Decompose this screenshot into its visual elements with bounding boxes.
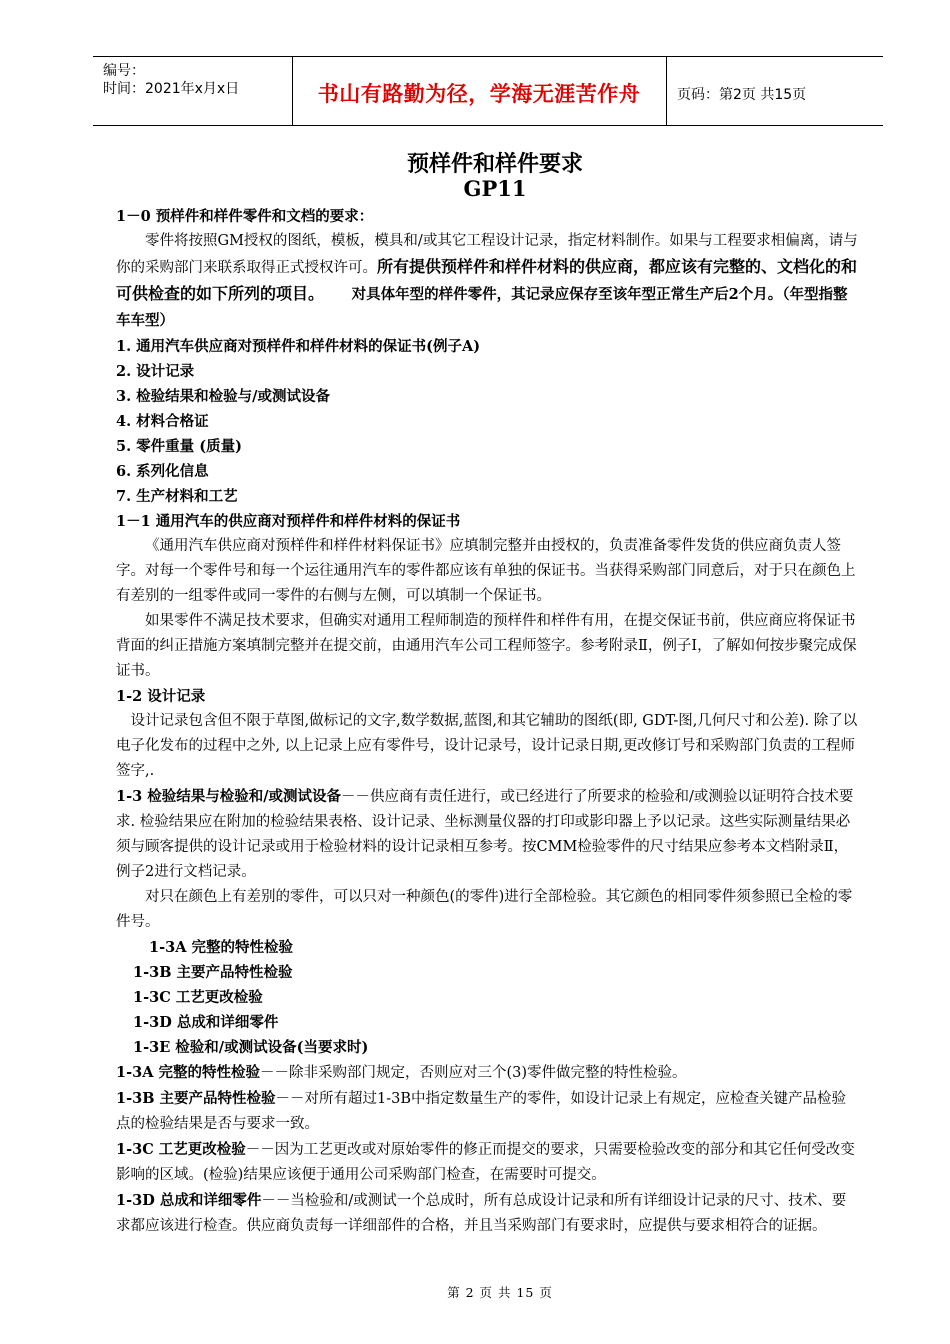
section-1-3c-label: 1-3C 工艺更改检验 xyxy=(116,1141,246,1158)
section-1-3-paragraph-2: 对只在颜色上有差别的零件，可以只对一种颜色(的零件)进行全部检验。其它颜色的相同零件须参照已全检的零件号。 xyxy=(116,889,853,930)
list-item: 4. 材料合格证 xyxy=(116,413,209,430)
list-item: 2. 设计记录 xyxy=(116,363,195,380)
page-footer: 第 2 页 共 15 页 xyxy=(447,1285,553,1300)
section-1-3a-paragraph xyxy=(116,1060,858,1086)
section-1-3d-label: 1-3D 总成和详细零件 xyxy=(116,1192,262,1209)
serial-label: 编号： xyxy=(103,63,145,79)
section-1-2-heading: 1-2 设计记录 xyxy=(116,688,206,705)
header-page-info: 页码：第2页 共15页 xyxy=(677,87,807,103)
section-1-1-paragraph-1: 《通用汽车供应商对预样件和样件材料保证书》应填制完整并由授权的，负责准备零件发货的供应商负责人签字。对每一个零件号和每一个运往通用汽车的零件都应该有单独的保证书。当获得采购部门同意后，对于只在颜色上有差别的一组零件或同一零件的右侧与左侧，可以填制一个保证书。 xyxy=(116,538,856,604)
sub-list-item: 1-3D 总成和详细零件 xyxy=(133,1014,279,1031)
section-1-0-retention-note: 对具体年型的样件零件，其记录应保存至该年型正常生产后2个月。（年型指整车车型） xyxy=(116,286,848,329)
section-1-1-heading: 1－1 通用汽车的供应商对预样件和样件材料的保证书 xyxy=(116,513,461,530)
sub-list-item: 1-3E 检验和/或测试设备(当要求时) xyxy=(133,1039,369,1056)
document-title: 预样件和样件要求 xyxy=(406,151,583,177)
section-1-3b-paragraph xyxy=(116,1086,858,1137)
section-1-3-text: －－供应商有责任进行，或已经进行了所要求的检验和/或测验以证明符合技术要求. 检验结果应在附加的检验结果表格、设计记录、坐标测量仪器的打印或影印器上予以记录。这些实际测量结果必须与顾客提供的设计记录或用于检验材料的设计记录相互参考。按CMM检验零件的尺寸结果应参考本文档附录Ⅱ，例子2进行文档记录。 xyxy=(116,789,854,880)
section-1-3c-paragraph xyxy=(116,1137,858,1188)
header-divider-right xyxy=(666,56,667,126)
section-1-3b-label: 1-3B 主要产品特性检验 xyxy=(116,1090,276,1107)
sub-list-item: 1-3B 主要产品特性检验 xyxy=(133,964,293,981)
section-1-3c-text: －－因为工艺更改或对原始零件的修正而提交的要求，只需要检验改变的部分和其它任何受改变影响的区域。(检验)结果应该便于通用公司采购部门检查，在需要时可提交。 xyxy=(116,1142,855,1183)
section-1-2-paragraph: 设计记录包含但不限于草图,做标记的文字,数学数据,蓝图,和其它辅助的图纸(即, GDT-图,几何尺寸和公差). 除了以电子化发布的过程中之外, 以上记录上应有零件号，设计记录号，设计记录日期,更改修订号和采购部门负责的工程师签字,. xyxy=(116,713,858,779)
list-item: 6. 系列化信息 xyxy=(116,463,209,480)
list-item: 3. 检验结果和检验与/或测试设备 xyxy=(116,388,330,405)
section-1-3a-text: －－除非采购部门规定，否则应对三个(3)零件做完整的特性检验。 xyxy=(260,1065,687,1081)
time-line: 时间：2021年x月x日 xyxy=(103,81,240,97)
section-1-3a-label: 1-3A 完整的特性检验 xyxy=(116,1064,260,1081)
section-1-0-paragraph xyxy=(116,229,858,334)
header-top-rule xyxy=(93,56,883,57)
section-1-3d-text: －－当检验和/或测试一个总成时，所有总成设计记录和所有详细设计记录的尺寸、技术、要求都应该进行检查。供应商负责每一详细部件的合格，并且当采购部门有要求时，应提供与要求相符合的证据。 xyxy=(116,1193,847,1234)
section-1-0-heading: 1－0 预样件和样件零件和文档的要求： xyxy=(116,208,374,225)
sub-list-item: 1-3C 工艺更改检验 xyxy=(133,989,263,1006)
section-1-3-paragraph xyxy=(116,784,858,885)
header-meta xyxy=(103,62,239,98)
section-1-0-text: 零件将按照GM授权的图纸，模板，模具和/或其它工程设计记录，指定材料制作。如果与工程要求相偏离，请与你的采购部门来联系取得正式授权许可。 xyxy=(116,233,858,276)
section-1-0-emphasis: 所有提供预样件和样件材料的供应商，都应该有完整的、文档化的和可供检查的如下所列的项目。 xyxy=(116,257,858,303)
sub-list-item: 1-3A 完整的特性检验 xyxy=(149,939,293,956)
header-motto: 书山有路勤为径，学海无涯苦作舟 xyxy=(317,82,641,106)
header-bottom-rule xyxy=(93,125,883,126)
document-body xyxy=(116,204,858,1239)
document-code: GP11 xyxy=(463,176,527,201)
list-item: 7. 生产材料和工艺 xyxy=(116,488,238,505)
list-item: 1. 通用汽车供应商对预样件和样件材料的保证书(例子A) xyxy=(116,338,481,355)
section-1-3d-paragraph xyxy=(116,1188,858,1239)
list-item: 5. 零件重量 (质量) xyxy=(116,438,242,455)
section-1-1-paragraph-2: 如果零件不满足技术要求，但确实对通用工程师制造的预样件和样件有用，在提交保证书前，供应商应将保证书背面的纠正措施方案填制完整并在提交前，由通用汽车公司工程师签字。参考附录Ⅱ，例子Ⅰ，了解如何按步聚完成保证书。 xyxy=(116,613,857,679)
section-1-3b-text: －－对所有超过1-3B中指定数量生产的零件，如设计记录上有规定，应检查关键产品检验点的检验结果是否与要求一致。 xyxy=(116,1091,847,1132)
section-1-3-label: 1-3 检验结果与检验和/或测试设备 xyxy=(116,788,342,805)
